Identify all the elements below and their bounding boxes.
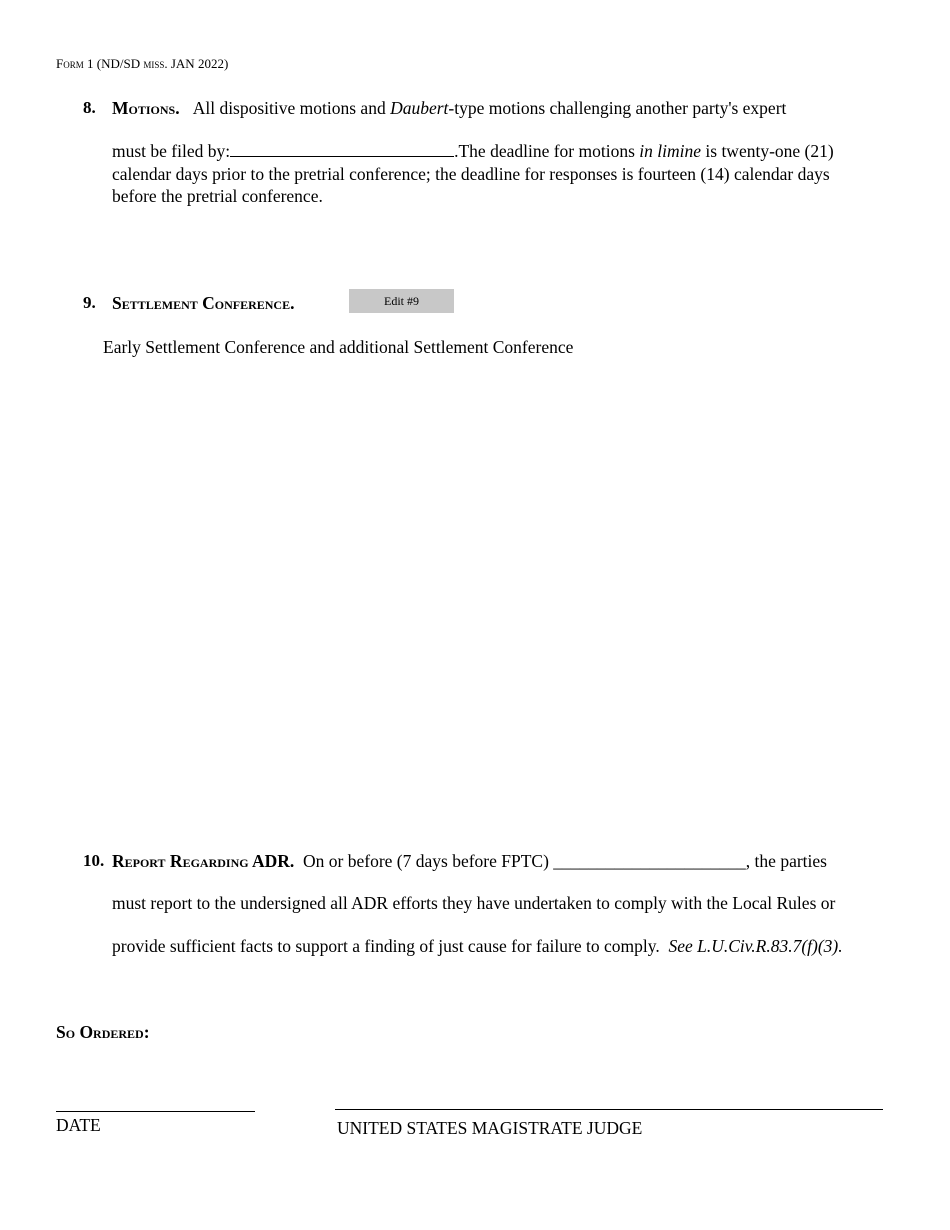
judge-label: UNITED STATES MAGISTRATE JUDGE (337, 1118, 643, 1138)
section-8-number: 8. (83, 98, 96, 117)
section-10-line-1: On or before (7 days before FPTC) ______________________, the parties (303, 851, 827, 871)
section-10-line-3-wrap (112, 936, 843, 957)
form-label: Form 1 (56, 56, 94, 71)
edit-9-button[interactable]: Edit #9 (349, 289, 454, 313)
judge-signature-line (335, 1109, 883, 1110)
section-8-line-3: before the pretrial conference. (112, 186, 323, 206)
date-signature-line (56, 1111, 255, 1112)
section-8-line-1 (112, 140, 902, 163)
filed-by-label: must be filed by: (112, 141, 231, 161)
section-10-number: 10. (83, 851, 105, 870)
section-8-text-d: is twenty-one (21) (701, 141, 834, 161)
section-8-text-a: All dispositive motions and (192, 98, 391, 118)
section-8-heading-line (112, 98, 786, 119)
form-header (56, 56, 228, 72)
section-9-number: 9. (83, 293, 96, 312)
section-10-heading-line (112, 851, 827, 872)
date-label: DATE (56, 1115, 101, 1135)
section-10-title: Report Regarding ADR. (112, 851, 295, 871)
section-8-body (112, 140, 902, 208)
form-state: miss. (143, 56, 168, 71)
section-8-text-c: .The deadline for motions (454, 141, 640, 161)
so-ordered-heading: So Ordered: (56, 1022, 150, 1042)
section-8-line-2: calendar days prior to the pretrial conference; the deadline for responses is fourteen (14) calendar days (112, 163, 830, 184)
section-8-text-b: -type motions challenging another party's expert (448, 98, 787, 118)
motions-deadline-blank[interactable] (230, 142, 454, 157)
section-8-title: Motions. (112, 98, 180, 118)
section-10-line-3: provide sufficient facts to support a finding of just cause for failure to comply. (112, 936, 660, 956)
section-9-body: Early Settlement Conference and additional Settlement Conference (103, 337, 574, 357)
daubert-term: Daubert (390, 98, 449, 118)
local-rule-citation: See L.U.Civ.R.83.7(f)(3). (668, 936, 843, 956)
in-limine-term: in limine (639, 141, 702, 161)
section-9-title: Settlement Conference. (112, 293, 295, 313)
section-10-line-2: must report to the undersigned all ADR efforts they have undertaken to comply with the Local Rules or (112, 893, 836, 913)
form-date: JAN 2022) (167, 56, 229, 71)
form-court: (ND/SD (93, 56, 144, 71)
